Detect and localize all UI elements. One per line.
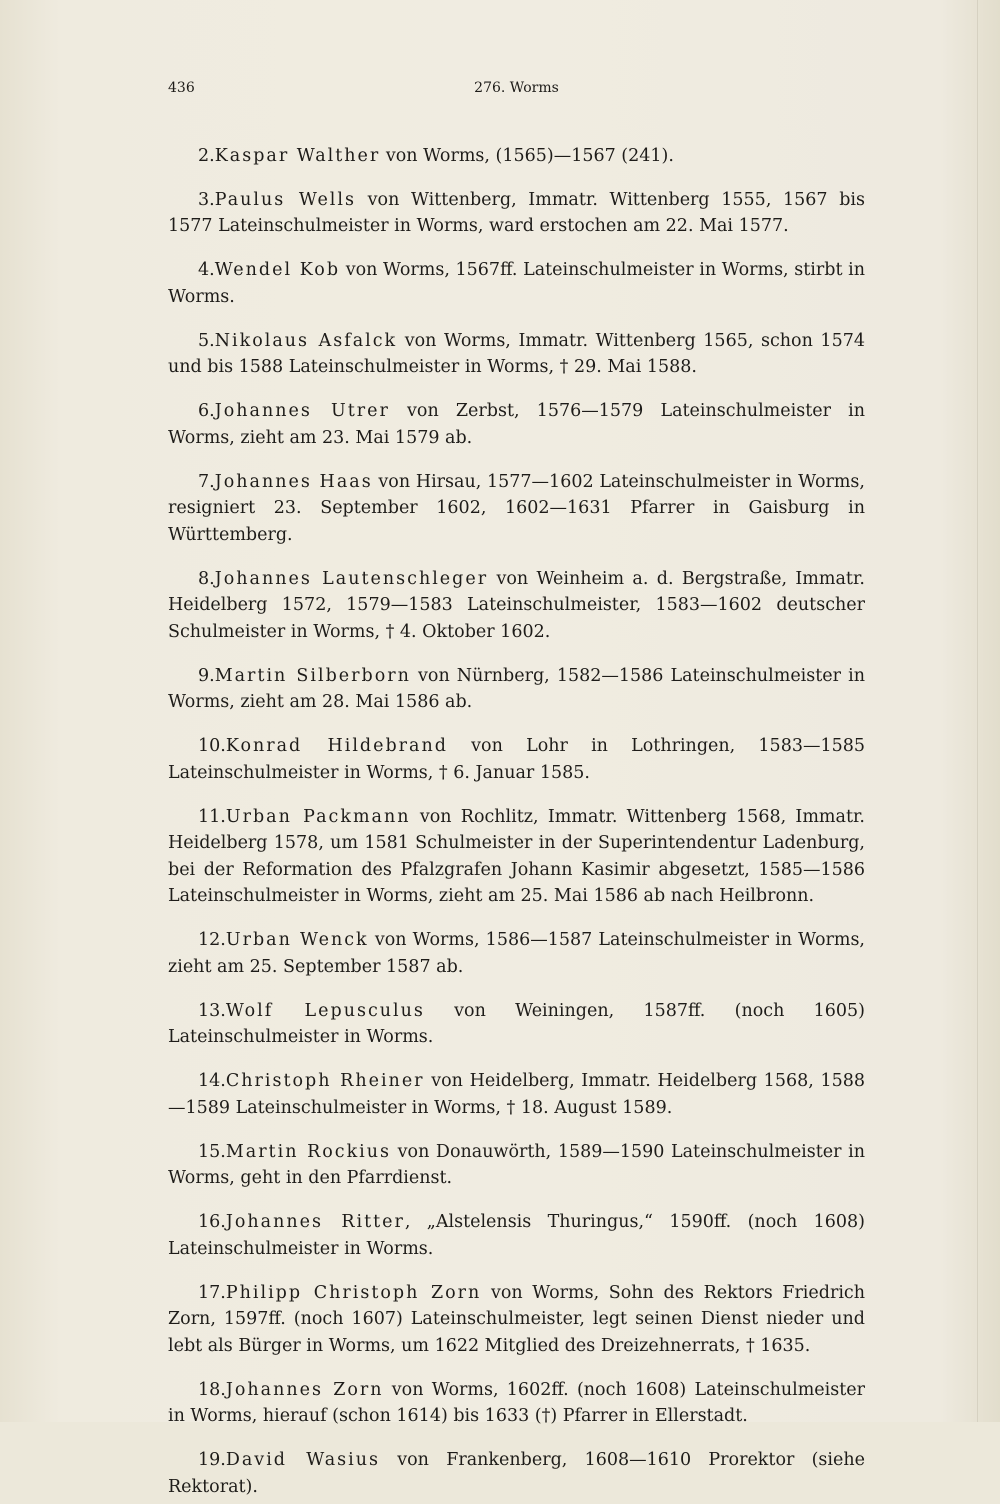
- page-edge-line: [977, 0, 978, 1422]
- entry-text: von Weinheim a. d. Bergstraße, Immatr. Heidelberg 1572, 1579—1583 Lateinschulmeister, 1583—1602 deutscher Schulmeister in Worms, † 4. Oktober 1602.: [168, 568, 865, 642]
- entry-number: 10.: [198, 736, 226, 756]
- entry-text: von Worms, 1602ff. (noch 1608) Lateinschulmeister in Worms, hierauf (schon 1614) bis 1633 (†) Pfarrer in Ellerstadt.: [168, 1379, 865, 1426]
- list-item: [168, 998, 865, 1051]
- person-name: Nikolaus Asfalck: [214, 330, 398, 351]
- entry-text: von Zerbst, 1576—1579 Lateinschulmeister in Worms, zieht am 23. Mai 1579 ab.: [168, 401, 865, 448]
- list-item: [168, 187, 865, 240]
- list-item: [168, 257, 865, 310]
- person-name: Konrad Hildebrand: [225, 736, 448, 756]
- entry-number: 6.: [198, 401, 215, 421]
- list-item: [168, 663, 865, 716]
- person-name: Kaspar Walther: [214, 145, 381, 166]
- list-item: [168, 398, 865, 451]
- list-item: [168, 733, 865, 786]
- entry-text: von Heidelberg, Immatr. Heidelberg 1568, 1588—1589 Lateinschulmeister in Worms, † 18. August 1589.: [168, 1071, 865, 1118]
- entry-number: 4.: [198, 260, 215, 280]
- entry-list: [168, 125, 865, 1504]
- entry-number: 18.: [198, 1379, 226, 1400]
- person-name: Johannes Ritter: [225, 1212, 405, 1232]
- list-item: [168, 1447, 865, 1500]
- entry-number: 14.: [198, 1071, 226, 1091]
- list-item: [168, 469, 865, 549]
- entry-number: 17.: [198, 1282, 226, 1303]
- entry-text: von Worms, 1586—1587 Lateinschulmeister in Worms, zieht am 25. September 1587 ab.: [168, 930, 865, 977]
- entry-number: 19.: [198, 1450, 226, 1470]
- person-name: Paulus Wells: [214, 189, 356, 210]
- person-name: Wendel Kob: [214, 260, 341, 280]
- person-name: Christoph Rheiner: [225, 1071, 425, 1091]
- running-title: 276. Worms: [474, 80, 559, 96]
- entry-number: 12.: [198, 930, 226, 950]
- list-item: [168, 927, 865, 980]
- person-name: Philipp Christoph Zorn: [225, 1282, 482, 1303]
- person-name: Johannes Zorn: [225, 1379, 384, 1400]
- entry-text: von Worms, Immatr. Wittenberg 1565, schon 1574 und bis 1588 Lateinschulmeister in Worms, † 29. Mai 1588.: [168, 330, 865, 377]
- entry-text: von Worms, 1567ff. Lateinschulmeister in Worms, stirbt in Worms.: [168, 260, 865, 307]
- entry-text: von Donauwörth, 1589—1590 Lateinschulmeister in Worms, geht in den Pfarrdienst.: [168, 1141, 865, 1188]
- list-item: [168, 328, 865, 381]
- entry-number: 8.: [198, 568, 215, 589]
- list-item: [168, 566, 865, 646]
- entry-number: 2.: [198, 145, 215, 166]
- person-name: Johannes Lautenschleger: [214, 568, 489, 589]
- entry-number: 13.: [198, 1000, 226, 1021]
- list-item: [168, 143, 865, 170]
- person-name: Johannes Utrer: [214, 401, 390, 421]
- entry-text: von Lohr in Lothringen, 1583—1585 Lateinschulmeister in Worms, † 6. Januar 1585.: [168, 736, 865, 783]
- entry-text: von Hirsau, 1577—1602 Lateinschulmeister in Worms, resigniert 23. September 1602, 1602—1631 Pfarrer in Gaisburg in Württemberg.: [168, 471, 865, 545]
- running-head: [168, 80, 865, 104]
- person-name: Johannes Haas: [214, 471, 373, 492]
- entry-text: von Weiningen, 1587ff. (noch 1605) Lateinschulmeister in Worms.: [168, 1000, 865, 1047]
- entry-text: von Wittenberg, Immatr. Wittenberg 1555, 1567 bis 1577 Lateinschulmeister in Worms, ward erstochen am 22. Mai 1577.: [168, 189, 865, 236]
- list-item: [168, 1280, 865, 1360]
- person-name: Martin Rockius: [225, 1141, 392, 1162]
- entry-number: 16.: [198, 1212, 226, 1232]
- person-name: Urban Packmann: [225, 806, 411, 827]
- person-name: Urban Wenck: [225, 930, 369, 950]
- entry-number: 3.: [198, 189, 215, 210]
- entry-text: von Worms, (1565)—1567 (241).: [385, 145, 674, 166]
- entry-number: 11.: [198, 806, 226, 827]
- entry-number: 15.: [198, 1141, 226, 1162]
- entry-text: von Frankenberg, 1608—1610 Prorektor (siehe Rektorat).: [168, 1450, 865, 1497]
- entry-number: 9.: [198, 665, 215, 686]
- entry-text: , „Alstelensis Thuringus,“ 1590ff. (noch 1608) Lateinschulmeister in Worms.: [168, 1212, 866, 1259]
- person-name: David Wasius: [225, 1450, 380, 1470]
- entry-number: 5.: [198, 330, 215, 351]
- list-item: [168, 804, 865, 910]
- list-item: [168, 1209, 865, 1262]
- entry-text: von Nürnberg, 1582—1586 Lateinschulmeister in Worms, zieht am 28. Mai 1586 ab.: [168, 665, 865, 712]
- list-item: [168, 1139, 865, 1192]
- page-number: 436: [168, 80, 195, 96]
- list-item: [168, 1068, 865, 1121]
- person-name: Martin Silberborn: [214, 665, 411, 686]
- entry-text: von Worms, Sohn des Rektors Friedrich Zorn, 1597ff. (noch 1607) Lateinschulmeister, legt seinen Dienst nieder und lebt als Bürger in Worms, um 1622 Mitglied des Dreizehnerrats, † 1635.: [168, 1282, 866, 1356]
- person-name: Wolf Lepusculus: [225, 1000, 425, 1021]
- entry-number: 7.: [198, 471, 215, 492]
- entry-text: von Rochlitz, Immatr. Wittenberg 1568, Immatr. Heidelberg 1578, um 1581 Schulmeister in der Superintendentur Ladenburg, bei der Reformation des Pfalzgrafen Johann Kasimir abgesetzt, 1585—1586 Lateinschulmeister in Worms, zieht am 25. Mai 1586 ab nach Heilbronn.: [168, 806, 865, 906]
